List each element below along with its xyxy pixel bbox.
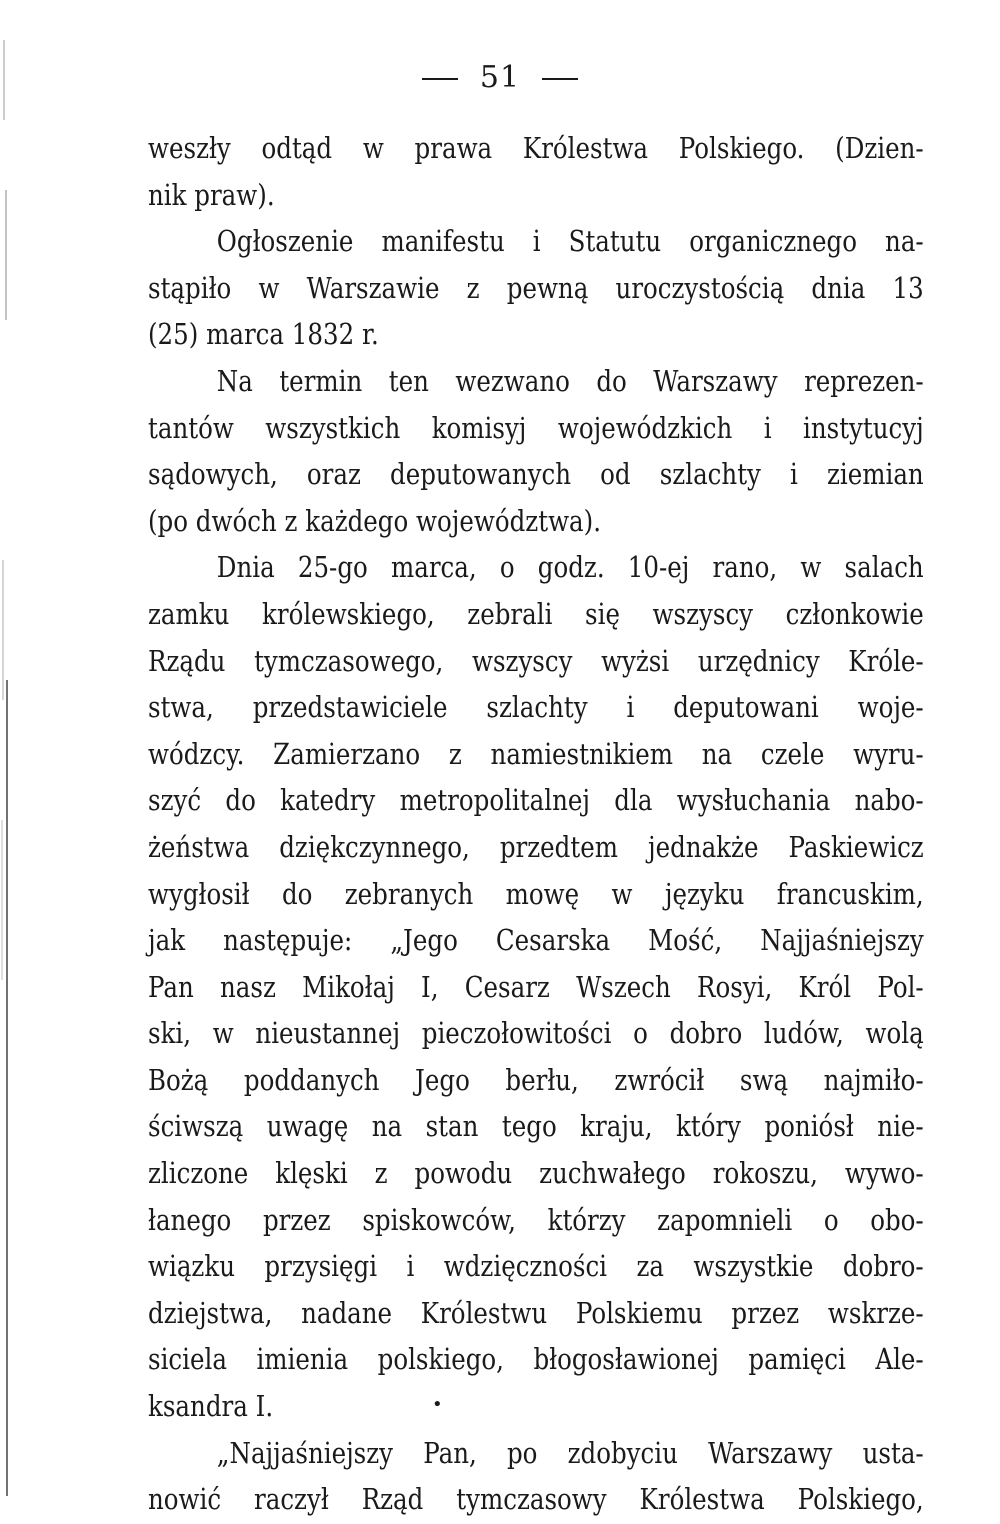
text-line: Bożą poddanych Jego berłu, zwrócił swą najmiło- <box>148 1063 924 1097</box>
text-line: Rządu tymczasowego, wszyscy wyżsi urzędnicy Króle- <box>148 644 924 678</box>
text-line: Ogłoszenie manifestu i Statutu organicznego na- <box>216 225 924 259</box>
text-line: łanego przez spiskowców, którzy zapomnieli o obo- <box>148 1203 924 1237</box>
body-text <box>148 126 924 1524</box>
text-line: nowić raczył Rząd tymczasowy Królestwa Polskiego, <box>148 1483 924 1517</box>
page-edge-scan-marks <box>0 0 14 1496</box>
text-line: jak następuje: „Jego Cesarska Mość, Najjaśniejszy <box>148 924 924 958</box>
page-number: 51 <box>479 60 521 95</box>
text-line: dziejstwa, nadane Królestwu Polskiemu przez wskrze- <box>148 1296 924 1330</box>
text-line: Dnia 25-go marca, o godz. 10-ej rano, w salach <box>216 551 924 585</box>
text-line: wiązku przysięgi i wdzięczności za wszystkie dobro- <box>148 1250 924 1284</box>
text-line: ski, w nieustannej pieczołowitości o dobro ludów, wolą <box>148 1017 924 1051</box>
text-line: szyć do katedry metropolitalnej dla wysłuchania nabo- <box>148 784 924 818</box>
text-line: nik praw). <box>148 178 275 212</box>
text-line: zliczone klęski z powodu zuchwałego rokoszu, wywo- <box>148 1157 924 1191</box>
text-line: „Najjaśniejszy Pan, po zdobyciu Warszawy usta- <box>216 1436 924 1470</box>
text-line: zamku królewskiego, zebrali się wszyscy członkowie <box>148 597 924 631</box>
header-dash-left <box>422 78 458 80</box>
text-line: ksandra I. <box>148 1390 274 1424</box>
text-line: wódzcy. Zamierzano z namiestnikiem na czele wyru- <box>148 737 924 771</box>
text-line: Na termin ten wezwano do Warszawy reprezen- <box>216 364 924 398</box>
text-line: stwa, przedstawiciele szlachty i deputowani woje- <box>148 691 924 725</box>
text-line: żeństwa dziękczynnego, przedtem jednakże Paskiewicz <box>148 830 924 864</box>
text-line: wygłosił do zebranych mowę w języku francuskim, <box>148 877 924 911</box>
text-line: siciela imienia polskiego, błogosławionej pamięci Ale- <box>148 1343 924 1377</box>
text-line: tantów wszystkich komisyj wojewódzkich i instytucyj <box>148 411 924 445</box>
text-line: (po dwóch z każdego województwa). <box>148 504 602 538</box>
text-line: (25) marca 1832 r. <box>148 318 379 352</box>
header-dash-right <box>542 78 578 80</box>
text-line: Pan nasz Mikołaj I, Cesarz Wszech Rosyi, Król Pol- <box>148 970 924 1004</box>
text-line: sądowych, oraz deputowanych od szlachty i ziemian <box>148 458 924 492</box>
page-header <box>0 60 1000 95</box>
text-line: stąpiło w Warszawie z pewną uroczystością dnia 13 <box>148 271 924 305</box>
text-line: weszły odtąd w prawa Królestwa Polskiego. (Dzien- <box>148 132 924 165</box>
ink-dot: • <box>432 1394 443 1415</box>
text-line: ściwszą uwagę na stan tego kraju, który poniósł nie- <box>148 1110 924 1144</box>
